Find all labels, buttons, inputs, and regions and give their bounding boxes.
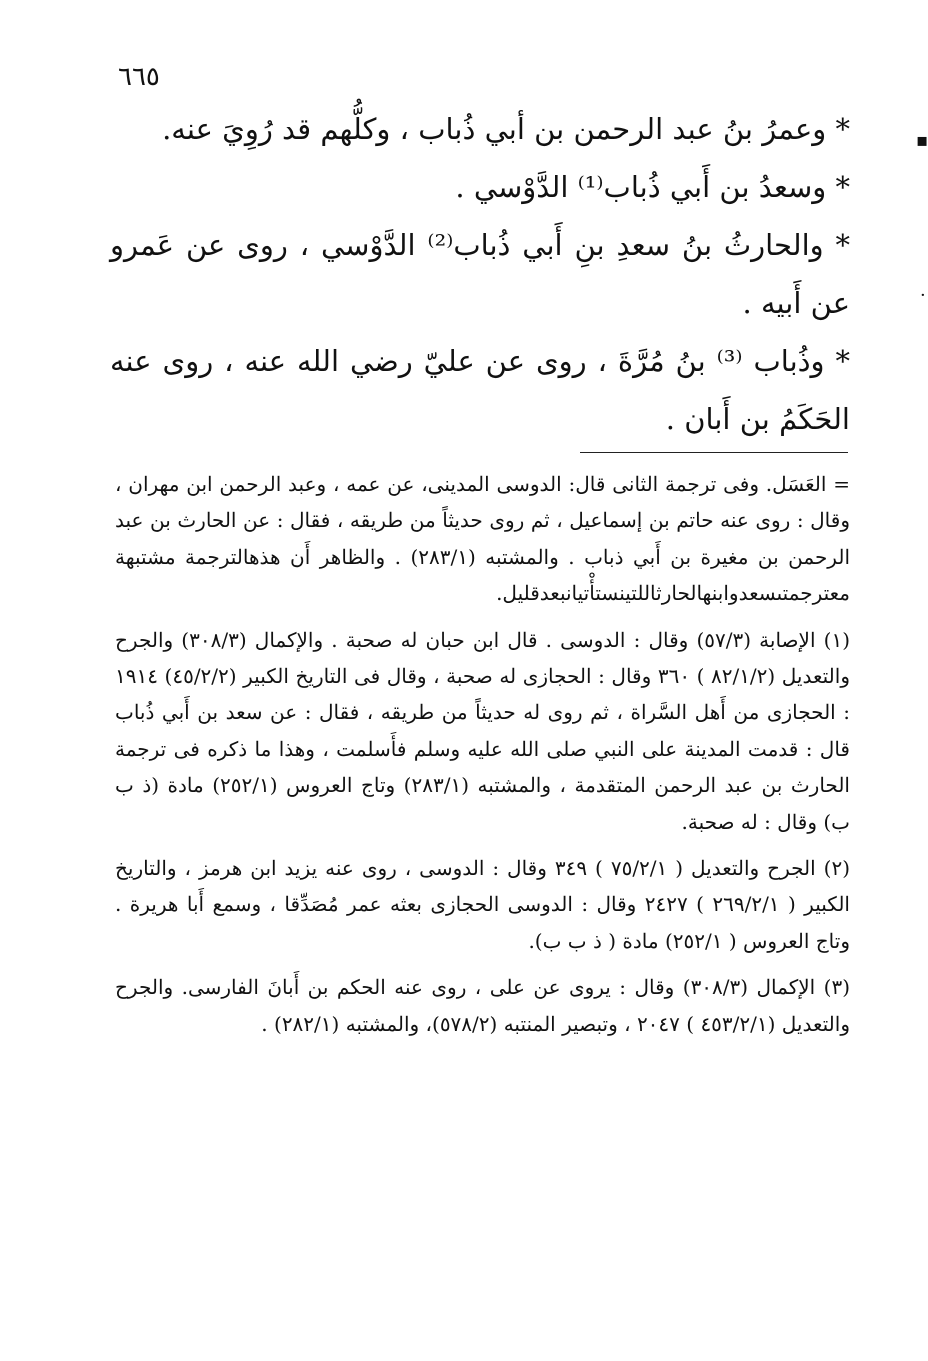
entry-harith: * والحارثُ بنُ سعدِ بنِ أَبي ذُباب⁽²⁾ الدَّوْسي ، روى عن عَمرو عن أَبيه . <box>110 228 850 320</box>
margin-mark-mid: · <box>920 285 926 306</box>
footnote-divider <box>580 452 848 453</box>
entry-umar: * وعمرُ بنُ عبد الرحمن بن أبي ذُباب ، وكلُّهم قد رُوِيَ عنه. <box>162 112 850 146</box>
margin-mark-top: ▪ <box>916 130 928 151</box>
entry-dhubab: * وذُباب ⁽³⁾ بنُ مُرَّةَ ، روى عن عليّ رضي الله عنه ، روى عنه الحَكَمُ بن أَبان . <box>110 344 850 436</box>
entry-saad: * وسعدُ بن أَبي ذُباب⁽¹⁾ الدَّوْسي . <box>455 170 850 204</box>
main-text <box>110 100 850 448</box>
footnote-2: (٢) الجرح والتعديل ( ٧٥/٢/١ ) ٣٤٩ وقال : الدوسى ، روى عنه يزيد ابن هرمز ، والتاريخ الكبير ( ٢٦٩/٢/١ ) ٢٤٢٧ وقال : الدوسى الحجازى بعثه عمر مُصَدِّقا ، وسمع أَبا هريرة . وتاج العروس ( ٢٥٢/١) مادة ( ذ ب ب). <box>115 856 850 953</box>
footnote-1: (١) الإصابة (٥٧/٣) وقال : الدوسى . قال ابن حبان له صحبة . والإكمال (٣٠٨/٣) والجرح والتعديل (٨٢/١/٢ ) ٣٦٠ وقال : الحجازى له صحبة ، وقال فى التاريخ الكبير (٤٥/٢/٢) ١٩١٤ : الحجازى من أَهل السَّراة ، ثم روى له حديثاً من طريقه ، فقال : عن سعد بن أَبي ذُباب قال : قدمت المدينة على النبي صلى الله عليه وسلم فأَسلمت ، وهذا ما ذكره فى ترجمة الحارث بن عبد الرحمن المتقدمة ، والمشتبه (٢٨٣/١) وتاج العروس (٢٥٢/١) مادة (ذ ب ب) وقال : له صحبة. <box>115 627 851 834</box>
footnotes <box>115 466 850 1052</box>
footnote-3: (٣) الإكمال (٣٠٨/٣) وقال : يروى عن على ، روى عنه الحكم بن أَبانَ الفارسى. والجرح والتعديل (٤٥٣/٢/١ ) ٢٠٤٧ ، وتبصير المنتبه (٥٧٨/٢)، والمشتبه (٢٨٢/١) . <box>115 975 850 1036</box>
footnote-continuation: = العَسَل. وفى ترجمة الثانى قال: الدوسى المدينى، عن عمه ، وعبد الرحمن ابن مهران ، وقال : روى عنه حاتم بن إسماعيل ، ثم روى حديثاً من طريقه ، فقال : عن الحارث بن عبد الرحمن بن مغيرة بن أَبي ذباب . والمشتبه (٢٨٣/١) . والظاهر أَن هذهالترجمة مشتبهة معترجمتىسعدوابنهالحارثاللتينستأْتيانبعدقليل. <box>115 472 850 606</box>
page-number: ٦٦٥ <box>118 62 160 92</box>
